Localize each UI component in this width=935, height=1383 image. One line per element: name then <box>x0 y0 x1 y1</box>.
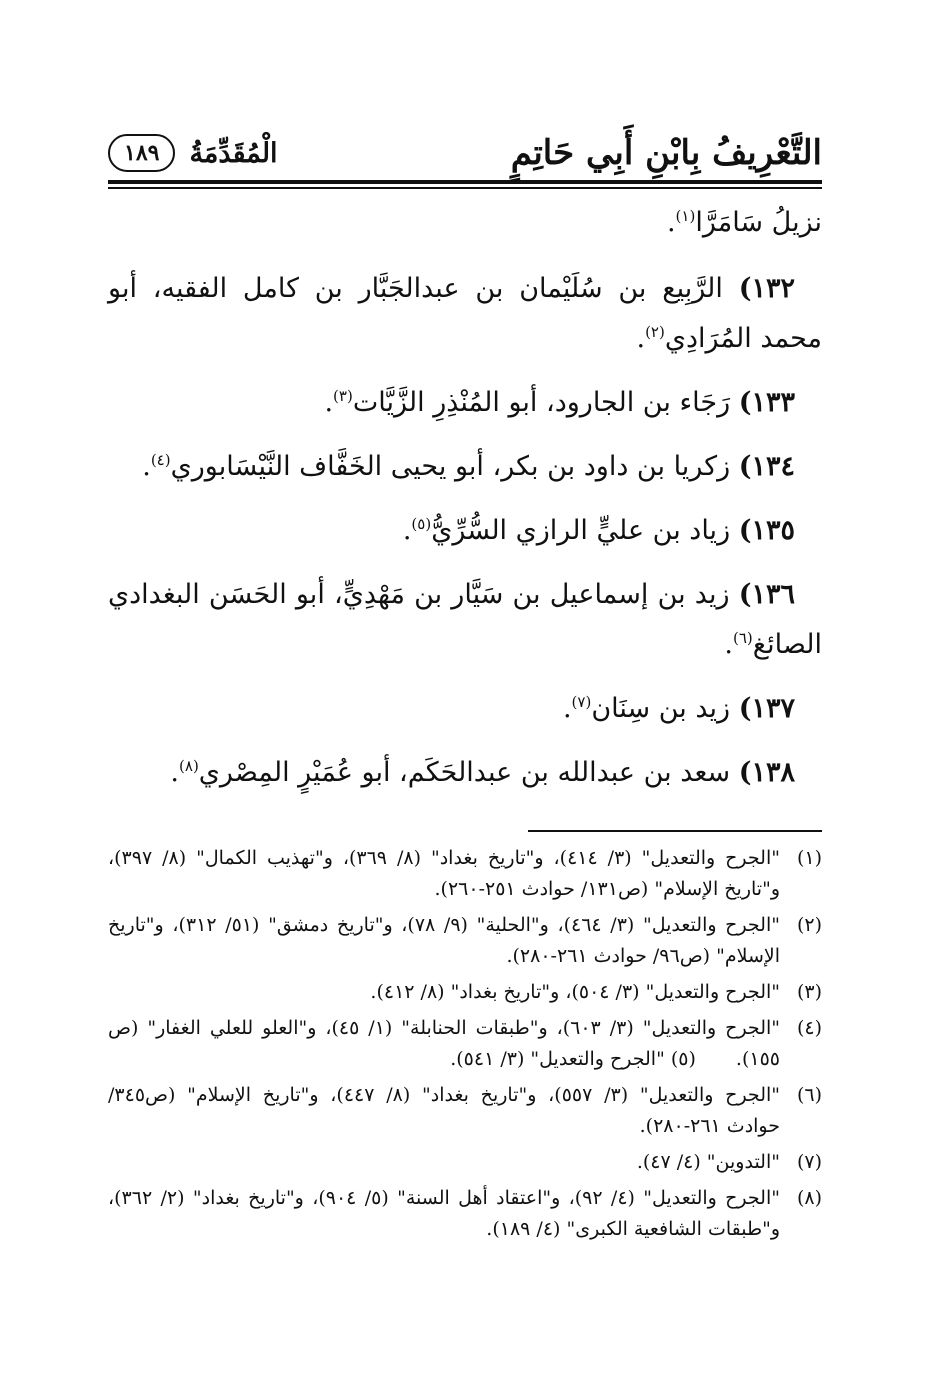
entry-end: . <box>724 629 733 660</box>
entry-end: . <box>170 757 180 788</box>
entry-number: ١٣٣) <box>738 387 795 418</box>
entry-number: ١٣٥) <box>738 515 795 546</box>
entry-136 <box>108 570 822 670</box>
footnote-2 <box>108 910 822 972</box>
entry-number: ١٣٤) <box>738 451 795 482</box>
entry-end: . <box>636 323 646 354</box>
footnote-5-text: "الجرح والتعديل" (٣/ ٥٤١). <box>450 1048 665 1070</box>
footnote-ref: (٣) <box>333 387 353 405</box>
entry-end: . <box>402 515 412 546</box>
footnote-text: "الجرح والتعديل" (٣/ ٤٦٤)، و"الحلية" (٩/ ٧٨)، و"تاريخ دمشق" (٥١/ ٣١٢)، و"تاريخ الإسلام" (ص٩٦/ حوادث ٢٦١-٢٨٠). <box>108 914 780 967</box>
footnote-4-text: "الجرح والتعديل" (٣/ ٦٠٣)، و"طبقات الحنابلة" (١/ ٤٥)، و"العلو للعلي الغفار" (ص ١٥٥). <box>108 1017 781 1070</box>
entry-end: . <box>142 451 151 482</box>
entry-number: ١٣٨) <box>738 757 795 788</box>
entry-number: ١٣٦) <box>738 579 795 610</box>
entry-137 <box>108 684 822 734</box>
entry-text: رَجَاء بن الجارود، أبو المُنْذِرِ الزَّيَّات <box>352 387 731 418</box>
entry-continuation <box>108 198 822 248</box>
footnote-text: "الجرح والتعديل" (٤/ ٩٢)، و"اعتقاد أهل السنة" (٥/ ٩٠٤)، و"تاريخ بغداد" (٢/ ٣٦٢)، و"طبقات الشافعية الكبرى" (٤/ ١٨٩). <box>108 1187 780 1240</box>
entry-number: ١٣٢) <box>738 273 795 304</box>
entry-134 <box>108 442 822 492</box>
footnote-number: (٧) <box>796 1151 822 1173</box>
footnote-text: "التدوين" (٤/ ٤٧). <box>636 1151 780 1173</box>
entry-133 <box>108 378 822 428</box>
footnote-7 <box>108 1147 822 1178</box>
entry-text: نزيلُ سَامَرَّا <box>695 207 822 238</box>
footnote-ref: (٦) <box>732 629 753 647</box>
footnote-number: (٨) <box>796 1187 822 1209</box>
header-rule-thick <box>108 180 822 184</box>
footnote-number: (٦) <box>796 1084 822 1106</box>
entry-135 <box>108 506 822 556</box>
footnotes <box>108 843 822 1250</box>
entry-text: زياد بن عليٍّ الرازي السُّرِّيُّ <box>431 515 731 546</box>
entry-text: زيد بن إسماعيل بن سَيَّار بن مَهْدِيٍّ، أبو الحَسَن البغدادي الصائغ <box>108 579 822 660</box>
entry-text: زيد بن سِنَان <box>591 693 731 724</box>
entry-text: زكريا بن داود بن بكر، أبو يحيى الخَفَّاف النَّيْسَابوري <box>170 451 731 482</box>
footnote-ref: (٢) <box>645 323 665 341</box>
footnote-ref: (٧) <box>571 693 592 711</box>
footnote-1 <box>108 843 822 905</box>
footnote-text <box>108 1013 780 1075</box>
footnote-text: "الجرح والتعديل" (٣/ ٤١٤)، و"تاريخ بغداد" (٨/ ٣٦٩)، و"تهذيب الكمال" (٨/ ٣٩٧)، و"تاريخ الإسلام" (ص١٣١/ حوادث ٢٥١-٢٦٠). <box>108 847 780 900</box>
running-header <box>108 128 822 178</box>
footnote-text: "الجرح والتعديل" (٣/ ٥٥٧)، و"تاريخ بغداد" (٨/ ٤٤٧)، و"تاريخ الإسلام" (ص٣٤٥/ حوادث ٢٦١-٢٨٠). <box>108 1084 780 1137</box>
footnote-number: (١) <box>796 847 822 869</box>
footnote-3 <box>108 977 822 1008</box>
footnote-ref: (٤) <box>150 451 171 469</box>
footnote-4 <box>108 1013 822 1075</box>
footnote-ref: (٨) <box>179 757 199 775</box>
footnote-number: (٣) <box>796 981 822 1003</box>
entry-number: ١٣٧) <box>738 693 795 724</box>
entry-132 <box>108 264 822 364</box>
footnote-number: (٢) <box>796 914 822 936</box>
entry-end: . <box>666 207 676 238</box>
footnote-number: (٤) <box>796 1017 822 1039</box>
footnote-ref: (١) <box>675 207 696 225</box>
footnote-6 <box>108 1080 822 1142</box>
entry-138 <box>108 748 822 798</box>
footnote-ref: (٥) <box>411 515 432 533</box>
footnote-5-number: (٥) <box>670 1048 696 1070</box>
page-number-badge: ١٨٩ <box>108 134 175 172</box>
book-title: التَّعْرِيفُ بِابْنِ أَبِي حَاتِمٍ <box>510 133 822 173</box>
section-title: الْمُقَدِّمَةُ <box>189 137 278 169</box>
entry-text: سعد بن عبدالله بن عبدالحَكَم، أبو عُمَيْرٍ المِصْري <box>198 757 731 788</box>
footnote-8 <box>108 1183 822 1245</box>
header-rule-thin <box>108 187 822 189</box>
entry-text: الرَّبِيع بن سُلَيْمان بن عبدالجَبَّار بن كامل الفقيه، أبو محمد المُرَادِي <box>108 273 822 354</box>
footnote-text: "الجرح والتعديل" (٣/ ٥٠٤)، و"تاريخ بغداد" (٨/ ٤١٢). <box>370 981 780 1003</box>
footnote-separator <box>528 830 822 832</box>
entry-end: . <box>324 387 334 418</box>
entry-end: . <box>562 693 572 724</box>
main-text <box>108 198 822 812</box>
